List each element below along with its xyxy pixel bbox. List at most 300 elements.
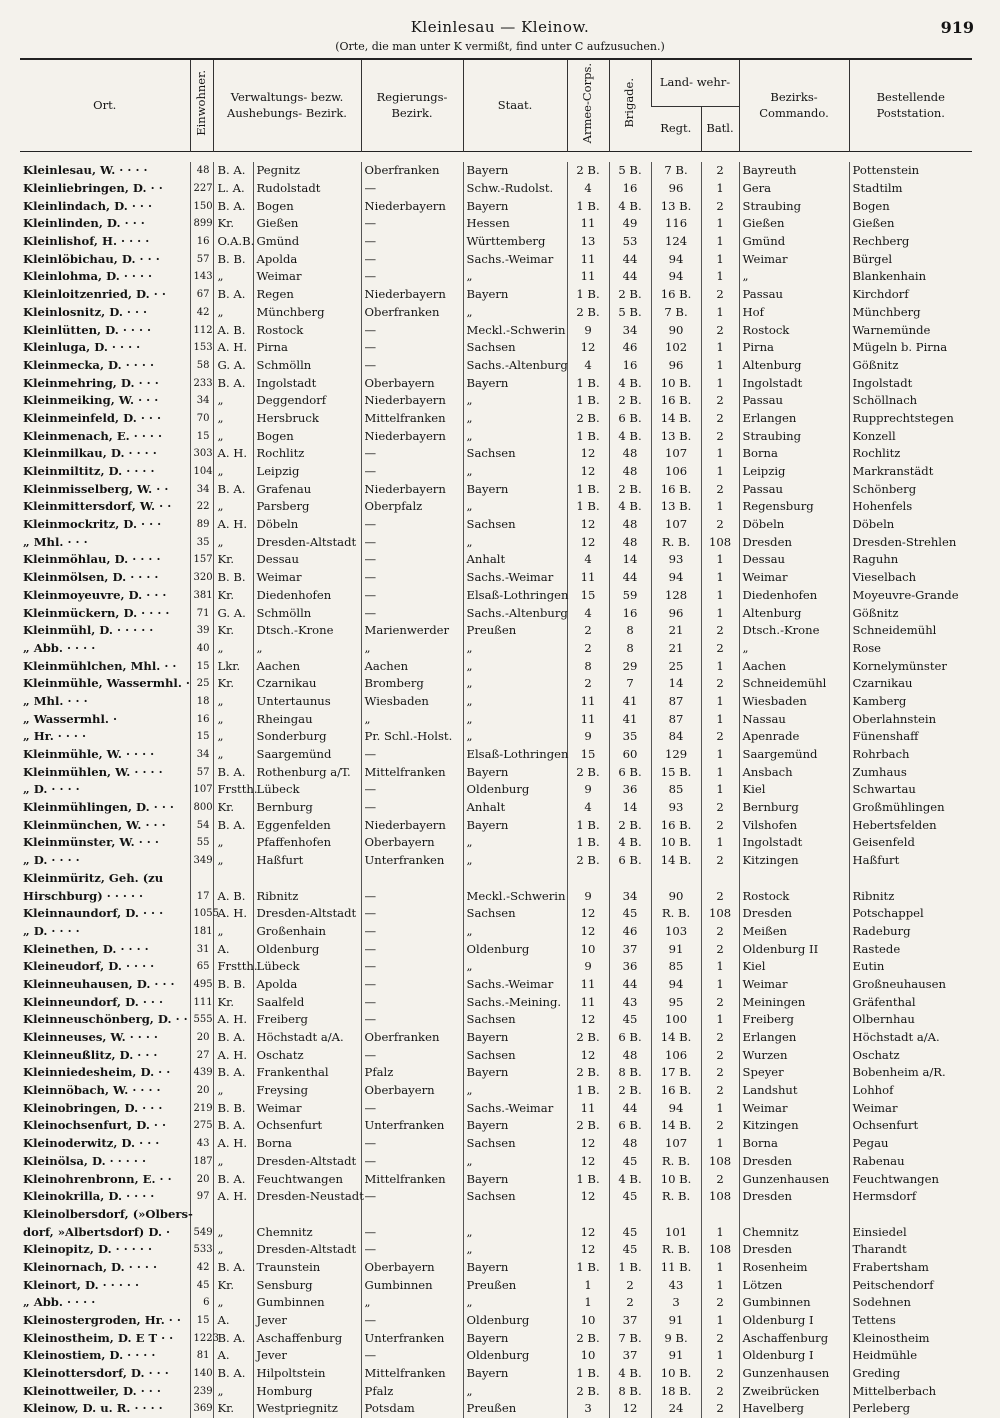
cell-regt: R. B.: [651, 905, 701, 923]
cell-regierung: —: [361, 1188, 463, 1206]
cell-einwohner: 349: [190, 852, 213, 870]
cell-verwaltung: Borna: [253, 1135, 361, 1153]
cell-post: Pegau: [849, 1135, 972, 1153]
cell-ort: Kleinneuschönberg, D. · ·: [23, 1012, 188, 1027]
cell-bezirks: Erlangen: [739, 410, 849, 428]
cell-regierung: —: [361, 958, 463, 976]
cell-regt: 106: [651, 463, 701, 481]
cell-einwohner: 34: [190, 746, 213, 764]
cell-verwaltung-art: Kr.: [213, 622, 253, 640]
cell-einwohner: 320: [190, 569, 213, 587]
cell-regierung: Marienwerder: [361, 622, 463, 640]
cell-bezirks: Pirna: [739, 339, 849, 357]
cell-staat: Sachsen: [463, 445, 567, 463]
table-row: [20, 268, 972, 286]
cell-regt: 87: [651, 693, 701, 711]
cell-einwohner: 65: [190, 958, 213, 976]
cell-verwaltung-art: „: [213, 834, 253, 852]
cell-bezirks: Weimar: [739, 250, 849, 268]
cell-regt: 16 B.: [651, 392, 701, 410]
cell-staat: „: [463, 640, 567, 658]
cell-armee: 11: [567, 976, 609, 994]
table-row: [20, 693, 972, 711]
cell-ort: „ D. · · · ·: [23, 782, 80, 797]
table-row: [20, 1135, 972, 1153]
cell-brigade: 45: [609, 1153, 651, 1171]
table-row: [20, 940, 972, 958]
cell-einwohner: 899: [190, 215, 213, 233]
cell-staat: Preußen: [463, 1400, 567, 1418]
cell-regierung: —: [361, 569, 463, 587]
cell-armee: 1 B.: [567, 834, 609, 852]
cell-staat: „: [463, 1241, 567, 1259]
cell-bezirks: Dresden: [739, 533, 849, 551]
cell-staat: Sachs.-Altenburg: [463, 604, 567, 622]
cell-ort: Kleinmeinfeld, D. · · ·: [23, 410, 162, 425]
table-row: [20, 392, 972, 410]
cell-ort: Kleinneuses, W. · · · ·: [23, 1030, 158, 1045]
cell-post: Tettens: [849, 1312, 972, 1330]
table-row: [20, 710, 972, 728]
cell-brigade: 4 B.: [609, 498, 651, 516]
table-header: [20, 60, 972, 152]
cell-batl: 1: [701, 958, 739, 976]
cell-regierung: —: [361, 1312, 463, 1330]
cell-regt: R. B.: [651, 1241, 701, 1259]
cell-staat: Sachs.-Weimar: [463, 569, 567, 587]
cell-armee: 12: [567, 516, 609, 534]
cell-post: Pottenstein: [849, 162, 972, 180]
cell-batl: 2: [701, 1064, 739, 1082]
cell-einwohner: 54: [190, 816, 213, 834]
cell-bezirks: „: [739, 268, 849, 286]
cell-armee: 12: [567, 445, 609, 463]
cell-verwaltung: Feuchtwangen: [253, 1170, 361, 1188]
cell-ort: Kleinmeiking, W. · · ·: [23, 393, 159, 408]
cell-armee: 12: [567, 1241, 609, 1259]
cell-regierung: Niederbayern: [361, 286, 463, 304]
cell-batl: 2: [701, 427, 739, 445]
cell-batl: 1: [701, 746, 739, 764]
cell-verwaltung: Pirna: [253, 339, 361, 357]
cell-ort: „ Abb. · · · ·: [23, 1295, 96, 1310]
cell-bezirks: Wiesbaden: [739, 693, 849, 711]
cell-bezirks: Ansbach: [739, 763, 849, 781]
cell-staat: Bayern: [463, 1117, 567, 1135]
cell-staat: Bayern: [463, 1329, 567, 1347]
table-row: [20, 480, 972, 498]
cell-regt: 10 B.: [651, 1170, 701, 1188]
cell-armee: 11: [567, 250, 609, 268]
cell-ort: Kleinmenach, E. · · · ·: [23, 428, 163, 443]
cell-post: Tharandt: [849, 1241, 972, 1259]
cell-einwohner: 187: [190, 1153, 213, 1171]
cell-verwaltung-art: Kr.: [213, 551, 253, 569]
cell-bezirks: Dresden: [739, 905, 849, 923]
cell-verwaltung-art: „: [213, 1153, 253, 1171]
cell-ort: Kleinmüritz, Geh. (zu: [23, 870, 164, 885]
cell-batl: 1: [701, 781, 739, 799]
cell-regierung: —: [361, 268, 463, 286]
cell-verwaltung: Dresden-Altstadt: [253, 533, 361, 551]
cell-brigade: 44: [609, 976, 651, 994]
cell-regt: 107: [651, 1135, 701, 1153]
cell-regt: 9 B.: [651, 1329, 701, 1347]
cell-bezirks: Hof: [739, 304, 849, 322]
cell-brigade: 5 B.: [609, 304, 651, 322]
cell-post: Oberlahnstein: [849, 710, 972, 728]
cell-post: Ochsenfurt: [849, 1117, 972, 1135]
cell-einwohner: 157: [190, 551, 213, 569]
cell-post: Kirchdorf: [849, 286, 972, 304]
cell-post: Fünenshaff: [849, 728, 972, 746]
cell-einwohner: 227: [190, 180, 213, 198]
cell-batl: 108: [701, 1153, 739, 1171]
cell-armee: 9: [567, 958, 609, 976]
cell-verwaltung: Sonderburg: [253, 728, 361, 746]
cell-bezirks: Nassau: [739, 710, 849, 728]
cell-staat: „: [463, 304, 567, 322]
cell-verwaltung-art: G. A.: [213, 357, 253, 375]
cell-ort: Kleinlütten, D. · · · ·: [23, 322, 152, 337]
cell-post: Rupprechtstegen: [849, 410, 972, 428]
cell-staat: Oldenburg: [463, 781, 567, 799]
cell-einwohner: 20: [190, 1029, 213, 1047]
cell-bezirks: Regensburg: [739, 498, 849, 516]
cell-einwohner: 58: [190, 357, 213, 375]
cell-regierung: —: [361, 321, 463, 339]
cell-regierung: Aachen: [361, 657, 463, 675]
table-row: [20, 162, 972, 180]
cell-post: Olbernhau: [849, 1011, 972, 1029]
cell-verwaltung: Deggendorf: [253, 392, 361, 410]
cell-regt: R. B.: [651, 533, 701, 551]
table-row: [20, 1029, 972, 1047]
cell-verwaltung-art: B. A.: [213, 1259, 253, 1277]
cell-post: Eutin: [849, 958, 972, 976]
table-row: [20, 923, 972, 941]
cell-staat: Sachsen: [463, 516, 567, 534]
cell-ort: Kleinolbersdorf, (»Olbers-: [23, 1206, 193, 1221]
cell-bezirks: Altenburg: [739, 604, 849, 622]
table-row: [20, 533, 972, 551]
cell-ort: Kleinmiltitz, D. · · · ·: [23, 464, 155, 479]
cell-regt: 90: [651, 887, 701, 905]
cell-armee: 1 B.: [567, 816, 609, 834]
cell-regt: 15 B.: [651, 763, 701, 781]
cell-brigade: 45: [609, 905, 651, 923]
cell-bezirks: Kitzingen: [739, 1117, 849, 1135]
cell-regierung: [361, 870, 463, 888]
cell-bezirks: Passau: [739, 286, 849, 304]
table-row: [20, 1153, 972, 1171]
cell-post: Mügeln b. Pirna: [849, 339, 972, 357]
cell-armee: 12: [567, 1046, 609, 1064]
cell-bezirks: Meißen: [739, 923, 849, 941]
cell-regierung: „: [361, 640, 463, 658]
cell-post: Großmühlingen: [849, 799, 972, 817]
cell-staat: „: [463, 427, 567, 445]
cell-regierung: Pfalz: [361, 1064, 463, 1082]
cell-ort: Kleinoderwitz, D. · · ·: [23, 1136, 160, 1151]
cell-bezirks: Weimar: [739, 569, 849, 587]
cell-bezirks: Schneidemühl: [739, 675, 849, 693]
cell-post: Einsiedel: [849, 1223, 972, 1241]
table-row: [20, 1347, 972, 1365]
cell-verwaltung-art: „: [213, 710, 253, 728]
cell-staat: „: [463, 1153, 567, 1171]
cell-regt: 129: [651, 746, 701, 764]
cell-ort: Kleinlosnitz, D. · · ·: [23, 304, 148, 319]
cell-regt: R. B.: [651, 1153, 701, 1171]
cell-verwaltung-art: „: [213, 746, 253, 764]
cell-batl: 1: [701, 304, 739, 322]
cell-staat: „: [463, 1223, 567, 1241]
cell-batl: 1: [701, 498, 739, 516]
cell-brigade: 44: [609, 1099, 651, 1117]
cell-staat: Elsaß-Lothringen: [463, 587, 567, 605]
cell-batl: 1: [701, 1135, 739, 1153]
cell-ort: „ Wassermhl. ·: [23, 711, 117, 726]
cell-einwohner: 27: [190, 1046, 213, 1064]
cell-regt: 95: [651, 993, 701, 1011]
cell-post: Gößnitz: [849, 357, 972, 375]
cell-brigade: 5 B.: [609, 162, 651, 180]
cell-post: Radeburg: [849, 923, 972, 941]
cell-post: Schwartau: [849, 781, 972, 799]
cell-verwaltung: Höchstadt a/A.: [253, 1029, 361, 1047]
cell-ort: Kleinmückern, D. · · · ·: [23, 605, 170, 620]
cell-verwaltung-art: A. B.: [213, 321, 253, 339]
cell-staat: Oldenburg: [463, 1312, 567, 1330]
cell-bezirks: Gießen: [739, 215, 849, 233]
table-row: [20, 215, 972, 233]
cell-verwaltung-art: „: [213, 410, 253, 428]
cell-post: Vieselbach: [849, 569, 972, 587]
cell-batl: 1: [701, 976, 739, 994]
cell-verwaltung-art: A. H.: [213, 905, 253, 923]
table-row: [20, 1117, 972, 1135]
cell-verwaltung-art: B. A.: [213, 1029, 253, 1047]
cell-regt: 14 B.: [651, 852, 701, 870]
cell-armee: 11: [567, 693, 609, 711]
cell-regt: 21: [651, 622, 701, 640]
cell-staat: Hessen: [463, 215, 567, 233]
cell-regierung: Mittelfranken: [361, 410, 463, 428]
cell-verwaltung: Eggenfelden: [253, 816, 361, 834]
cell-batl: 1: [701, 1347, 739, 1365]
cell-regierung: —: [361, 993, 463, 1011]
cell-armee: 1 B.: [567, 197, 609, 215]
cell-armee: 1 B.: [567, 286, 609, 304]
cell-verwaltung: Gmünd: [253, 233, 361, 251]
cell-brigade: 29: [609, 657, 651, 675]
cell-batl: 1: [701, 180, 739, 198]
cell-armee: 2 B.: [567, 1329, 609, 1347]
cell-regt: 96: [651, 604, 701, 622]
cell-einwohner: 34: [190, 480, 213, 498]
cell-batl: 1: [701, 1099, 739, 1117]
cell-post: Rohrbach: [849, 746, 972, 764]
cell-armee: 11: [567, 569, 609, 587]
cell-verwaltung: Gießen: [253, 215, 361, 233]
cell-regierung: Niederbayern: [361, 816, 463, 834]
cell-post: Ingolstadt: [849, 374, 972, 392]
cell-bezirks: Altenburg: [739, 357, 849, 375]
cell-brigade: 14: [609, 551, 651, 569]
cell-batl: 1: [701, 374, 739, 392]
cell-ort: Hirschburg) · · · · ·: [23, 888, 144, 903]
cell-regierung: Niederbayern: [361, 392, 463, 410]
cell-regt: 10 B.: [651, 1365, 701, 1383]
cell-ort: Kleinluga, D. · · · ·: [23, 340, 141, 355]
table-row: [20, 834, 972, 852]
cell-einwohner: 45: [190, 1276, 213, 1294]
cell-staat: Sachsen: [463, 905, 567, 923]
cell-staat: Sachsen: [463, 1135, 567, 1153]
table-row: [20, 1011, 972, 1029]
cell-brigade: 16: [609, 357, 651, 375]
cell-ort: Kleinneußlitz, D. · · ·: [23, 1047, 158, 1062]
cell-armee: 2 B.: [567, 1029, 609, 1047]
cell-verwaltung-art: Lkr.: [213, 657, 253, 675]
cell-armee: 11: [567, 993, 609, 1011]
cell-post: Frabertsham: [849, 1259, 972, 1277]
cell-bezirks: Aschaffenburg: [739, 1329, 849, 1347]
cell-regt: 43: [651, 1276, 701, 1294]
cell-regt: 93: [651, 551, 701, 569]
cell-brigade: 37: [609, 1312, 651, 1330]
table-row: [20, 339, 972, 357]
cell-einwohner: 35: [190, 533, 213, 551]
cell-post: Mittelberbach: [849, 1382, 972, 1400]
cell-batl: 2: [701, 516, 739, 534]
cell-batl: 1: [701, 710, 739, 728]
table-row: [20, 763, 972, 781]
cell-brigade: 60: [609, 746, 651, 764]
cell-regt: 106: [651, 1046, 701, 1064]
cell-post: Feuchtwangen: [849, 1170, 972, 1188]
cell-einwohner: 22: [190, 498, 213, 516]
cell-brigade: 2 B.: [609, 816, 651, 834]
cell-bezirks: Bayreuth: [739, 162, 849, 180]
cell-regt: 10 B.: [651, 374, 701, 392]
cell-regt: 24: [651, 1400, 701, 1418]
table-row: [20, 410, 972, 428]
cell-regierung: Oberfranken: [361, 1029, 463, 1047]
table-row: [20, 1312, 972, 1330]
cell-einwohner: 15: [190, 657, 213, 675]
cell-staat: Bayern: [463, 162, 567, 180]
cell-verwaltung-art: „: [213, 728, 253, 746]
cell-verwaltung: Rothenburg a/T.: [253, 763, 361, 781]
cell-verwaltung-art: B. A.: [213, 197, 253, 215]
cell-brigade: 6 B.: [609, 852, 651, 870]
cell-einwohner: 549: [190, 1223, 213, 1241]
cell-armee: 10: [567, 1347, 609, 1365]
table-row: [20, 180, 972, 198]
cell-armee: 9: [567, 781, 609, 799]
table-row: [20, 728, 972, 746]
cell-brigade: 2 B.: [609, 392, 651, 410]
cell-regierung: —: [361, 1347, 463, 1365]
cell-einwohner: 1223: [190, 1329, 213, 1347]
cell-armee: [567, 870, 609, 888]
cell-ort: Kleinostheim, D. E T · ·: [23, 1330, 174, 1345]
cell-ort: Kleinmühle, Wassermhl. ·: [23, 676, 190, 691]
cell-verwaltung: Ochsenfurt: [253, 1117, 361, 1135]
cell-einwohner: [190, 870, 213, 888]
cell-regierung: —: [361, 463, 463, 481]
cell-batl: 1: [701, 339, 739, 357]
cell-verwaltung-art: [213, 870, 253, 888]
cell-brigade: 49: [609, 215, 651, 233]
cell-verwaltung: Oldenburg: [253, 940, 361, 958]
cell-ort: Kleinnöbach, W. · · · ·: [23, 1083, 161, 1098]
cell-post: Konzell: [849, 427, 972, 445]
cell-verwaltung: Saalfeld: [253, 993, 361, 1011]
cell-verwaltung: Schmölln: [253, 604, 361, 622]
cell-regierung: —: [361, 1223, 463, 1241]
cell-armee: 12: [567, 1011, 609, 1029]
cell-verwaltung-art: A. H.: [213, 1011, 253, 1029]
cell-staat: Sachsen: [463, 339, 567, 357]
cell-bezirks: Vilshofen: [739, 816, 849, 834]
cell-ort: Kleinloitzenried, D. · ·: [23, 287, 166, 302]
col-armee: Armee-Corps.: [567, 60, 609, 152]
cell-verwaltung-art: G. A.: [213, 604, 253, 622]
cell-armee: 2 B.: [567, 852, 609, 870]
cell-armee: 2 B.: [567, 410, 609, 428]
cell-staat: „: [463, 1382, 567, 1400]
cell-bezirks: Dresden: [739, 1153, 849, 1171]
cell-verwaltung: Sensburg: [253, 1276, 361, 1294]
page-number: 919: [940, 18, 974, 37]
cell-post: Greding: [849, 1365, 972, 1383]
cell-brigade: 6 B.: [609, 1117, 651, 1135]
cell-batl: 2: [701, 1029, 739, 1047]
cell-regt: 18 B.: [651, 1382, 701, 1400]
cell-batl: 2: [701, 1170, 739, 1188]
cell-regt: 85: [651, 781, 701, 799]
cell-verwaltung: Jever: [253, 1347, 361, 1365]
cell-regt: 14 B.: [651, 1117, 701, 1135]
cell-post: Kamberg: [849, 693, 972, 711]
cell-ort: Kleinneundorf, D. · · ·: [23, 994, 164, 1009]
cell-armee: 12: [567, 533, 609, 551]
cell-regt: R. B.: [651, 1188, 701, 1206]
cell-regierung: Oberbayern: [361, 1259, 463, 1277]
cell-bezirks: Straubing: [739, 427, 849, 445]
cell-verwaltung: Freiberg: [253, 1011, 361, 1029]
cell-post: Zumhaus: [849, 763, 972, 781]
cell-verwaltung: Schmölln: [253, 357, 361, 375]
cell-regt: 14 B.: [651, 1029, 701, 1047]
cell-verwaltung: „: [253, 640, 361, 658]
cell-bezirks: Gera: [739, 180, 849, 198]
cell-ort: Kleinlöbichau, D. · · ·: [23, 251, 160, 266]
cell-verwaltung: Lübeck: [253, 781, 361, 799]
col-einwohner: Einwohner.: [190, 60, 213, 152]
cell-ort: „ Hr. · · · ·: [23, 729, 87, 744]
cell-ort: Kleinmölsen, D. · · · ·: [23, 570, 159, 585]
cell-ort: Kleinmünster, W. · · ·: [23, 835, 159, 850]
cell-verwaltung: Großenhain: [253, 923, 361, 941]
cell-brigade: 43: [609, 993, 651, 1011]
cell-verwaltung: Gumbinnen: [253, 1294, 361, 1312]
cell-post: Lohhof: [849, 1082, 972, 1100]
cell-regierung: —: [361, 215, 463, 233]
